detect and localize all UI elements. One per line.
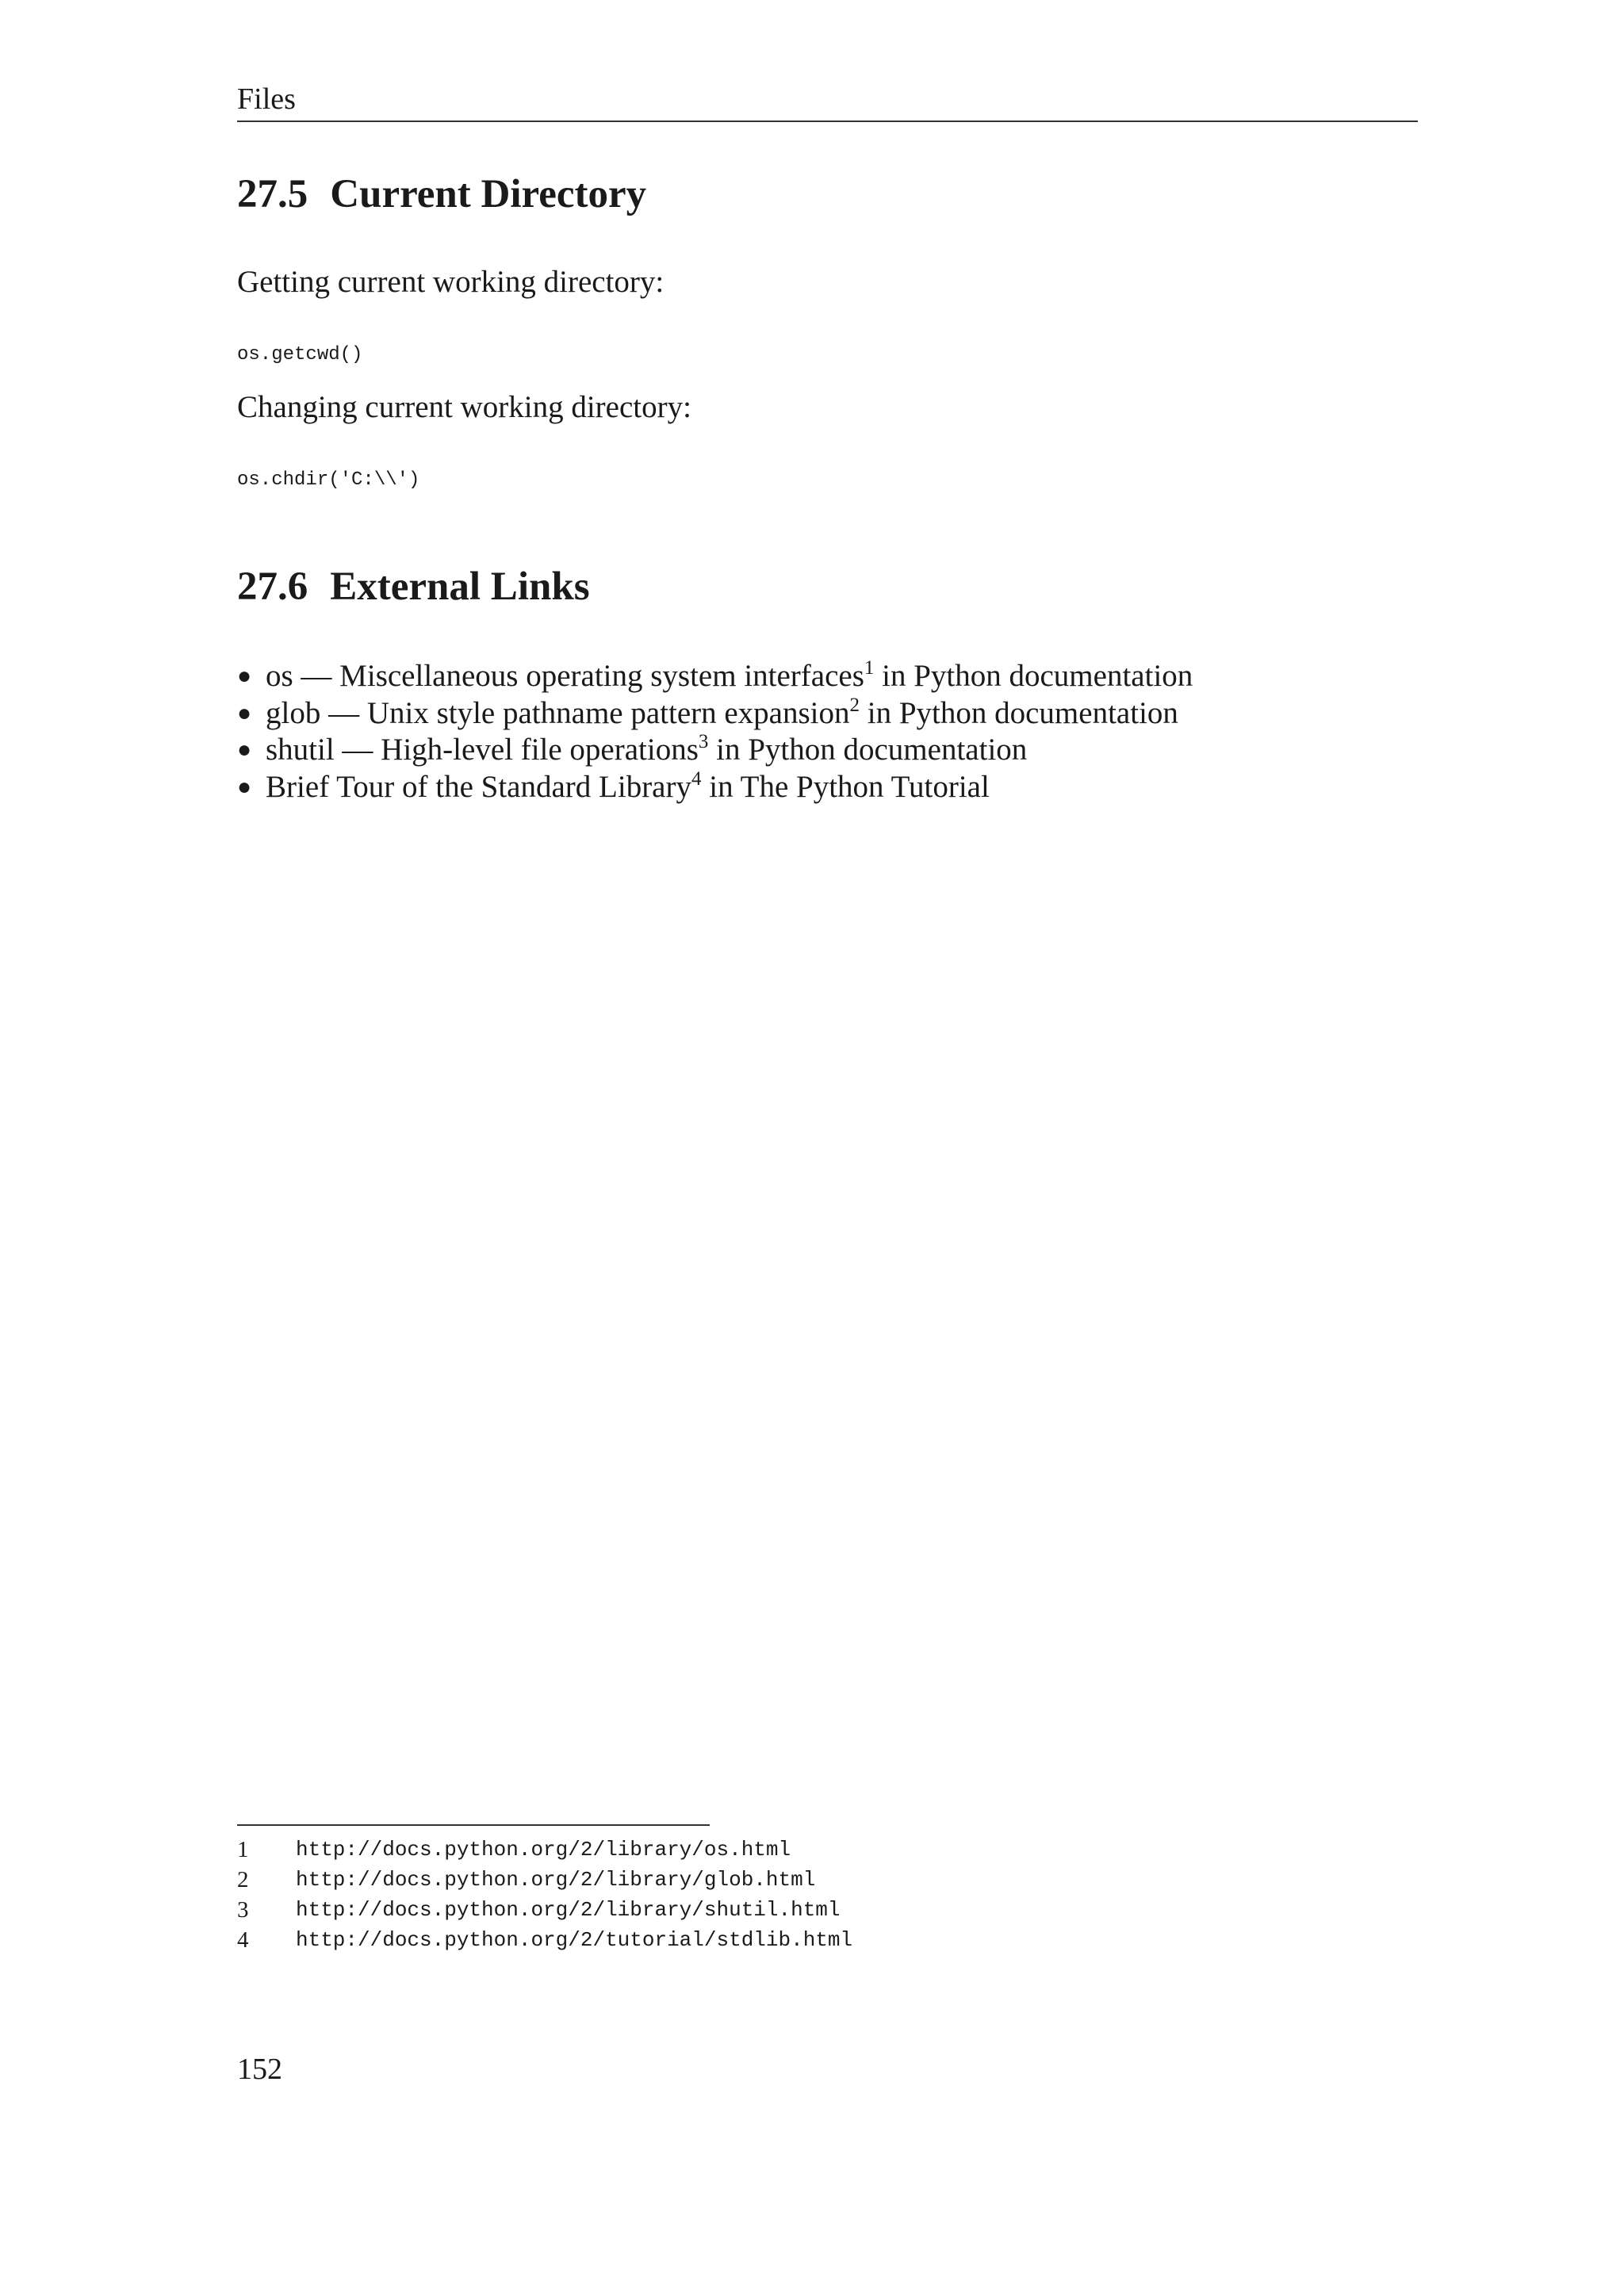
link-text[interactable]: os — Miscellaneous operating system interfaces — [266, 659, 864, 693]
footnote-ref[interactable]: 3 — [698, 731, 709, 752]
list-item[interactable] — [237, 732, 1193, 769]
section-heading-external-links — [237, 563, 590, 610]
bullet-icon: ● — [237, 737, 252, 763]
bullet-icon: ● — [237, 663, 252, 689]
paragraph-chdir: Changing current working directory: — [237, 390, 691, 424]
link-suffix: in The Python Tutorial — [701, 769, 990, 804]
bullet-icon: ● — [237, 699, 252, 726]
footnote-url[interactable]: http://docs.python.org/2/library/os.html — [296, 1838, 791, 1862]
link-suffix: in Python documentation — [708, 733, 1028, 767]
footnote-url[interactable]: http://docs.python.org/2/library/shutil.html — [296, 1898, 841, 1922]
list-item[interactable] — [237, 658, 1193, 695]
section-number: 27.5 — [237, 172, 308, 216]
footnote-number: 2 — [237, 1867, 249, 1892]
page-number: 152 — [237, 2053, 282, 2086]
code-getcwd: os.getcwd() — [237, 344, 363, 365]
footnote-ref[interactable]: 2 — [849, 694, 860, 716]
footnote-rule — [237, 1824, 710, 1826]
link-text[interactable]: glob — Unix style pathname pattern expansion — [266, 695, 850, 730]
footnote-ref[interactable]: 4 — [691, 767, 702, 790]
footnote-number: 4 — [237, 1927, 249, 1953]
link-suffix: in Python documentation — [860, 695, 1178, 730]
link-text[interactable]: shutil — High-level file operations — [266, 733, 699, 767]
footnote-number: 3 — [237, 1897, 249, 1923]
bullet-icon: ● — [237, 773, 252, 800]
paragraph-getcwd: Getting current working directory: — [237, 265, 665, 299]
link-suffix: in Python documentation — [874, 659, 1193, 693]
section-title: Current Directory — [330, 172, 647, 216]
footnote-number: 1 — [237, 1837, 249, 1862]
section-heading-current-directory — [237, 170, 646, 218]
section-number: 27.6 — [237, 564, 308, 609]
running-head: Files — [237, 82, 296, 116]
list-item[interactable] — [237, 769, 1193, 806]
list-item[interactable] — [237, 695, 1193, 733]
footnote-url[interactable]: http://docs.python.org/2/tutorial/stdlib.html — [296, 1928, 853, 1952]
header-rule — [237, 121, 1418, 122]
code-chdir: os.chdir('C:\\') — [237, 469, 420, 491]
section-title: External Links — [330, 564, 590, 609]
footnote-url[interactable]: http://docs.python.org/2/library/glob.html — [296, 1868, 816, 1892]
footnote-ref[interactable]: 1 — [864, 657, 875, 679]
link-text[interactable]: Brief Tour of the Standard Library — [266, 769, 691, 804]
external-links-list — [237, 658, 1193, 806]
